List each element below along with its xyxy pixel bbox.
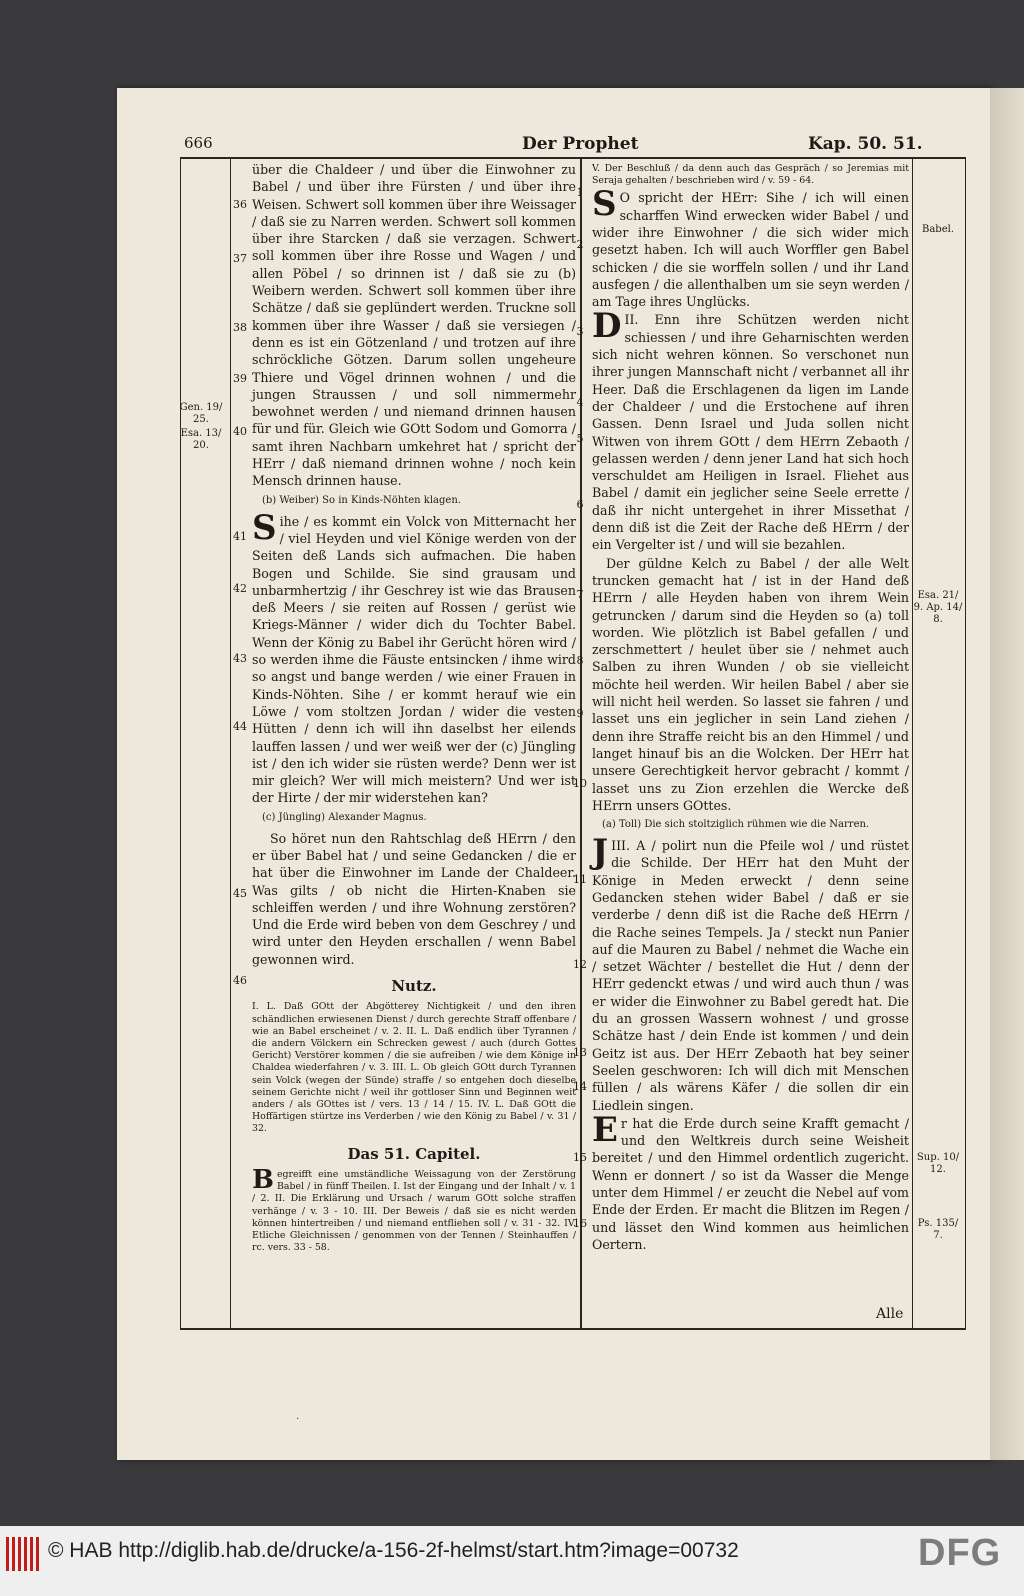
chapter-heading: Das 51. Capitel.: [347, 1144, 481, 1163]
body-paragraph: Sihe / es kommt ein Volck von Mitternacht her / viel Heyden und viel Könige werden von der Seiten deß Lands sich aufmachen. Die haben Bogen und Schilde. Sie sind grausam und unbarmhertzig / ihr Geschrey ist wie das Brausen deß Meers / sie reiten auf Rossen / gerüst wie Kriegs-Männer / wider dich du Tochter Babel. Wenn der König zu Babel ihr Gerücht hören wird / so werden ihme die Fäuste entsincken / ihme wird so angst und bange werden / wie einer Frauen in Kinds-Nöhten. Sihe / er kommt herauf wie ein Löwe / vom stoltzen Jordan / wider die vesten Hütten / denn ich will ihn daselbst her eilends lauffen lassen / und wer weiß wer der (c) Jüngling ist / den ich wider sie rüsten werde? Denn wer ist mir gleich? Wer will mich meistern? Und wer ist der Hirte / der mir widerstehen kan?: [252, 507, 576, 806]
dfg-logo: DFG: [918, 1532, 1002, 1574]
drop-initial: S: [252, 507, 277, 548]
left-frame-rule: [180, 157, 181, 1329]
drop-initial: D: [592, 306, 622, 347]
verse-number: 39: [233, 372, 247, 385]
left-column: [252, 161, 576, 1256]
footer-rule: [180, 1328, 966, 1330]
running-title: Der Prophet: [522, 134, 639, 154]
verse-number: 43: [233, 652, 247, 665]
body-paragraph: Der güldne Kelch zu Babel / der alle Welt truncken gemacht hat / ist in der Hand deß HErrn / alle Heyden haben von ihrem Wein getruncken / darum sind die Heyden so (a) toll worden. Wie plötzlich ist Babel gefallen / und zerschmettert / heulet über sie / nehmet auch Salben zu ihren Wunden / ob sie vielleicht möchte heil werden. Wir heilen Babel / aber sie will nicht heil werden. So lasset sie fahren / und lasset uns ein jeglicher in sein Land ziehen / denn ihre Straffe reicht bis an den Himmel / und langet hinauf bis an die Wolcken. Der HErr hat unsere Gerechtigkeit hervor gebracht / kommt / lasset uns zu Zion erzehlen die Wercke deß HErrn unsers GOttes.: [592, 555, 909, 813]
verse-number: 7: [576, 588, 584, 601]
verse-number: 6: [576, 498, 584, 511]
footnote: (b) Weiber) So in Kinds-Nöhten klagen.: [262, 494, 461, 506]
verse-number: 13: [573, 1046, 587, 1059]
verse-number: 12: [573, 958, 587, 971]
body-paragraph: S O spricht der HErr: Sihe / ich will einen scharffen Wind erwecken wider Babel / und wider ihre Einwohner / die sich wider mich gesetzt haben. Ich will auch Worffler gen Babel schicken / die sie worffeln sollen / und ihr Land ausfegen / die allenthalben um sie seyn werden / am Tage ihres Unglücks.: [592, 184, 909, 310]
catchword: Alle: [876, 1306, 904, 1322]
body-paragraph: über die Chaldeer / und über die Einwohner zu Babel / und über ihre Fürsten / und über ihre Weisen. Schwert soll kommen über ihre Weissager / daß sie zu Narren werden. Schwert soll kommen über ihre Starcken / daß sie verzagen. Schwert soll kommen über ihre Rosse und Wagen / und allen Pöbel / so drinnen ist / daß sie zu (b) Weibern werden. Schwert soll kommen über ihre Schätze / daß sie geplündert werden. Truckne soll kommen über ihre Wasser / daß sie versiegen / denn es ist ein Götzenland / und trotzen auf ihre schröckliche Götzen. Darum sollen ungeheure Thiere und Vögel drinnen wohnen / und die jungen Straussen / und soll nimmermehr bewohnet werden / und niemand drinnen hausen für und für. Gleich wie GOtt Sodom und Gomorra / samt ihren Nachbarn umkehret hat / spricht der HErr / daß niemand drinnen wohne / noch kein Mensch drinnen hause.: [252, 162, 576, 489]
drop-initial: B: [252, 1164, 274, 1195]
footnote: (a) Toll) Die sich stoltziglich rühmen wie die Narren.: [602, 819, 870, 831]
verse-number: 9: [576, 707, 584, 720]
verse-number: 44: [233, 720, 247, 733]
verse-number: 40: [233, 425, 247, 438]
drop-initial: J: [592, 832, 609, 873]
margin-reference: Ps. 135/ 7.: [917, 1218, 959, 1241]
margin-reference: Sup. 10/ 12.: [916, 1152, 960, 1175]
body-paragraph: So höret nun den Rahtschlag deß HErrn / den er über Babel hat / und seine Gedancken / die er hat über die Einwohner im Lande der Chaldeer. Was gilts / ob nicht die Hirten-Knaben sie schleiffen werden / und ihre Wohnung zerstören? Und die Erde wird beben von dem Geschrey / und wird unter den Heyden erschallen / wenn Babel gewonnen wird.: [252, 830, 576, 967]
drop-initial: S: [592, 184, 617, 225]
verse-number: 16: [573, 1217, 587, 1230]
hab-logo-icon: [6, 1537, 42, 1571]
verse-number: 14: [573, 1080, 587, 1093]
footnote: (c) Jüngling) Alexander Magnus.: [262, 811, 427, 823]
margin-reference: Esa. 13/ 20.: [180, 428, 222, 451]
footer-bar: [0, 1526, 1024, 1596]
verse-number: 2: [576, 238, 584, 251]
verse-number: 36: [233, 198, 247, 211]
verse-number: 15: [573, 1151, 587, 1164]
margin-reference: Esa. 21/ 9. Ap. 14/ 8.: [913, 590, 963, 625]
body-paragraph: JIII. A / polirt nun die Pfeile wol / und rüstet die Schilde. Der HErr hat den Muht der Könige in Meden erweckt / denn seine Gedancken stehen wider Babel / daß er sie verderbe / denn diß ist die Rache deß HErrn / die Rache seines Tempels. Ja / steckt nun Panier auf die Mauren zu Babel / nehmet die Wache ein / setzet Wächter / bestellet die Hut / denn der HErr gedenckt etwas / und wird auch thun / was er wider die Einwohner zu Babel geredt hat. Die du an grossen Wassern wohnest / und grosse Schätze hast / dein Ende ist kommen / und dein Geitz ist aus. Der HErr Zebaoth hat bey seiner Seelen geschworen: Ich will dich mit Menschen füllen / als wärens Käfer / die sollen dir ein Liedlein singen.: [592, 832, 909, 1113]
margin-reference: Gen. 19/ 25.: [179, 402, 223, 425]
ink-mark: ·: [296, 1414, 300, 1425]
header-rule: [180, 157, 966, 159]
nutz-heading: Nutz.: [391, 977, 437, 996]
verse-number: 4: [576, 396, 584, 409]
verse-number: 46: [233, 974, 247, 987]
verse-number: 37: [233, 252, 247, 265]
verse-number: 45: [233, 887, 247, 900]
drop-initial: E: [592, 1109, 618, 1150]
verse-number: 42: [233, 582, 247, 595]
verse-number: 38: [233, 321, 247, 334]
verse-number: 11: [573, 873, 587, 886]
right-frame-rule: [965, 157, 966, 1329]
chapter-label: Kap. 50. 51.: [808, 134, 923, 154]
verse-number: 5: [576, 432, 584, 445]
verse-number: 8: [576, 654, 584, 667]
running-header: [180, 134, 980, 158]
margin-reference: Babel.: [921, 224, 954, 235]
right-column: [592, 161, 909, 1254]
intro-line: V. Der Beschluß / da denn auch das Gespräch / so Jeremias mit Seraja gehalten / beschrieben wird / v. 59 - 64.: [592, 163, 909, 187]
verse-number: 10: [573, 777, 587, 790]
nutz-text: I. L. Daß GOtt der Abgötterey Nichtigkeit / und den ihren schändlichen erwiesenen Dienst / durch gerechte Straff offenbare / wie an Babel erscheinet / v. 2. II. L. Daß endlich über Tyrannen / die andern Völckern ein Schrecken gewest / auch (durch Gottes Gericht) Verstörer kommen / die sie aufreiben / wie dem Könige in Chaldea wiederfahren / v. 3. III. L. Ob gleich GOtt durch Tyrannen sein Volck (wegen der Sünde) straffe / so entgehen doch dieselbe seinem Gerichte nicht / weil ihr gottloser Sinn und Beginnen weit anders / als GOttes ist / vers. 13 / 14 / 15. IV. L. Daß GOtt die Hoffärtigen stürtze ins Verderben / wie den König zu Babel / v. 31 / 32.: [252, 1001, 576, 1135]
verse-number: 1: [576, 186, 584, 199]
verse-number: 41: [233, 530, 247, 543]
page-number: 666: [184, 134, 213, 152]
body-paragraph: DII. Enn ihre Schützen werden nicht schiessen / und ihre Geharnischten werden sich nicht wehren können. So verschonet nun ihrer jungen Mannschaft nicht / verbannet all ihr Heer. Daß die Erschlagenen da ligen im Lande der Chaldeer / und die Erstochene auf ihren Gassen. Denn Israel und Juda sollen nicht Witwen von ihrem GOtt / dem HErrn Zebaoth / gelassen werden / denn jener Land hat sich hoch verschuldet am Heiligen in Israel. Fliehet aus Babel / damit ein jeglicher seine Seele errette / daß ihr nicht untergehet in ihrer Missethat / denn diß ist die Zeit der Rache deß HErrn / der ein Vergelter ist / und will sie bezahlen.: [592, 306, 909, 553]
next-page-edge: [990, 88, 1024, 1460]
verse-number: 3: [576, 325, 584, 338]
chapter-summary: Begreifft eine umständliche Weissagung von der Zerstörung Babel / in fünff Theilen. I. Ist der Eingang und der Inhalt / v. 1 / 2. II. Die Erklärung und Ursach / warum GOtt solche straffen verhänge / v. 3 - 10. III. Der Beweis / daß sie es nicht werden können hintertreiben / und niemand entfliehen soll / v. 31 - 32. IV. Etliche Gleichnissen / genommen von der Tennen / Steinhauffen / rc. vers. 33 - 58.: [252, 1164, 576, 1254]
source-url[interactable]: © HAB http://diglib.hab.de/drucke/a-156-2f-helmst/start.htm?image=00732: [48, 1539, 739, 1562]
body-paragraph: Er hat die Erde durch seine Krafft gemacht / und den Weltkreis durch seine Weisheit bereitet / und den Himmel ordentlich zugericht. Wenn er donnert / so ist da Wasser die Menge unter dem Himmel / er zeucht die Nebel auf vom Ende der Erden. Er macht die Blitzen im Regen / und lässet den Wind kommen aus heimlichen Oertern.: [592, 1109, 909, 1252]
